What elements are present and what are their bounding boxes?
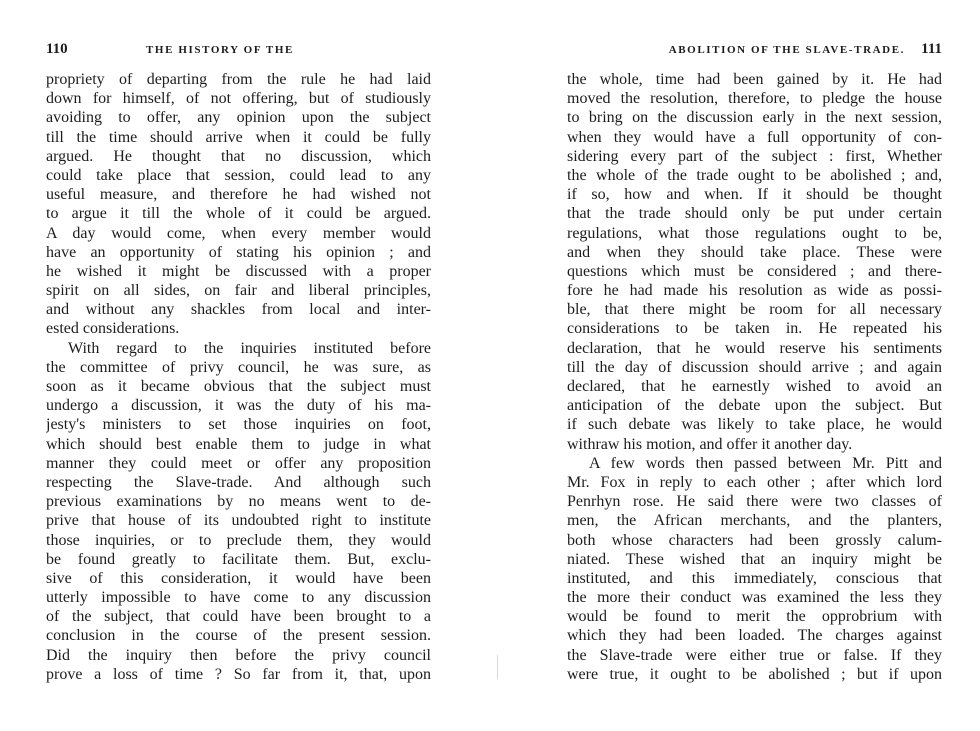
text-line: prove a loss of time ? So far from it, that, upon bbox=[46, 665, 431, 683]
text-line: undergo a discussion, it was the duty of his ma- bbox=[46, 397, 431, 415]
text-line: if such debate was likely to take place, he would bbox=[567, 416, 942, 434]
text-line: utterly impossible to have come to any discussion bbox=[46, 589, 431, 607]
text-line: those inquiries, or to preclude them, they would bbox=[46, 531, 431, 549]
text-line: respecting the Slave-trade. And although such bbox=[46, 473, 431, 491]
text-line: the whole of the trade ought to be abolished ; and, bbox=[567, 166, 942, 184]
text-line: would be found to merit the opprobrium with bbox=[567, 608, 942, 626]
text-line: which they had been loaded. The charges against bbox=[567, 627, 942, 645]
text-line: spirit on all sides, on fair and liberal principles, bbox=[46, 282, 431, 300]
text-line: he wished it might be discussed with a proper bbox=[46, 262, 431, 280]
text-line: the more their conduct was examined the less they bbox=[567, 589, 942, 607]
text-line: moved the resolution, therefore, to pledge the house bbox=[567, 90, 942, 108]
text-line: regulations, what those regulations ought to be, bbox=[567, 224, 942, 242]
text-line: jesty's ministers to set those inquiries on foot, bbox=[46, 416, 431, 434]
text-line: instituted, and this immediately, conscious that bbox=[567, 569, 942, 587]
text-line: soon as it became obvious that the subject must bbox=[46, 378, 431, 395]
text-line: Penrhyn rose. He said there were two classes of bbox=[567, 493, 942, 511]
text-line: considerations to be taken in. He repeated his bbox=[567, 320, 942, 338]
right-page-body bbox=[567, 70, 942, 684]
text-line: to bring on the discussion early in the next session, bbox=[567, 109, 942, 127]
text-line: if so, how and when. If it should be thought bbox=[567, 186, 942, 204]
text-line: declaration, that he would reserve his sentiments bbox=[567, 339, 942, 357]
running-head: ABOLITION OF THE SLAVE-TRADE. bbox=[668, 44, 905, 56]
text-line: questions which must be considered ; and there- bbox=[567, 262, 942, 280]
text-line: the committee of privy council, he was sure, as bbox=[46, 358, 431, 376]
text-line: previous examinations by no means went to de- bbox=[46, 493, 431, 511]
text-line: avoiding to offer, any opinion upon the subject bbox=[46, 109, 431, 127]
page-number: 110 bbox=[46, 41, 68, 57]
text-line: and without any shackles from local and inter- bbox=[46, 301, 431, 319]
text-line: declared, that he earnestly wished to avoid an bbox=[567, 378, 942, 395]
gutter-mark bbox=[497, 655, 498, 679]
text-line: ble, that there might be room for all necessary bbox=[567, 301, 942, 319]
text-line: of the subject, that could have been brought to a bbox=[46, 608, 431, 626]
text-line: ested considerations. bbox=[46, 320, 180, 338]
left-page-body bbox=[46, 70, 431, 684]
text-line: Did the inquiry then before the privy council bbox=[46, 646, 431, 664]
running-head: THE HISTORY OF THE bbox=[146, 44, 294, 56]
text-line: sidering every part of the subject : first, Whether bbox=[567, 147, 942, 165]
text-line: argued. He thought that no discussion, which bbox=[46, 147, 431, 165]
text-line: both whose characters had been grossly calum- bbox=[567, 531, 942, 549]
text-line: could take place that session, could lead to any bbox=[46, 166, 431, 184]
text-line: anticipation of the debate upon the subject. But bbox=[567, 397, 942, 415]
text-line: till the day of discussion should arrive ; and again bbox=[567, 358, 942, 376]
text-line: down for himself, of not offering, but of studiously bbox=[46, 90, 431, 108]
page-number: 111 bbox=[921, 41, 942, 57]
text-line: till the time should arrive when it could be fully bbox=[46, 128, 431, 146]
right-page bbox=[490, 0, 980, 731]
text-line: that the trade should only be put under certain bbox=[567, 205, 942, 223]
text-line: be found greatly to facilitate them. But, exclu- bbox=[46, 550, 431, 568]
text-line: men, the African merchants, and the planters, bbox=[567, 512, 942, 530]
text-line: A day would come, when every member would bbox=[46, 224, 431, 242]
text-line: niated. These wished that an inquiry might be bbox=[567, 550, 942, 568]
text-line: to argue it till the whole of it could be argued. bbox=[46, 205, 431, 223]
left-page-header bbox=[46, 41, 431, 62]
text-line: A few words then passed between Mr. Pitt and bbox=[589, 454, 942, 472]
right-page-header bbox=[569, 41, 942, 62]
text-line: conclusion in the course of the present session. bbox=[46, 627, 431, 645]
text-line: withraw his motion, and offer it another day. bbox=[567, 435, 853, 453]
text-line: sive of this consideration, it would have been bbox=[46, 569, 431, 587]
text-line: fore he had made his resolution as wide as possi- bbox=[567, 282, 942, 300]
text-line: useful measure, and therefore he had wished not bbox=[46, 186, 431, 204]
text-line: Mr. Fox in reply to each other ; after which lord bbox=[567, 473, 942, 491]
text-line: and when they should take place. These were bbox=[567, 243, 942, 261]
text-line: the whole, time had been gained by it. He had bbox=[567, 71, 942, 88]
text-line: propriety of departing from the rule he had laid bbox=[46, 71, 431, 88]
text-line: which should best enable them to judge in what bbox=[46, 435, 431, 453]
text-line: prive that house of its undoubted right to institute bbox=[46, 512, 431, 530]
text-line: were true, it ought to be abolished ; but if upon bbox=[567, 665, 942, 683]
text-line: the Slave-trade were either true or false. If they bbox=[567, 646, 942, 664]
text-line: With regard to the inquiries instituted before bbox=[68, 339, 431, 357]
text-line: when they would have a full opportunity of con- bbox=[567, 128, 942, 146]
text-line: manner they could meet or offer any proposition bbox=[46, 454, 431, 472]
text-line: have an opportunity of stating his opinion ; and bbox=[46, 243, 431, 261]
